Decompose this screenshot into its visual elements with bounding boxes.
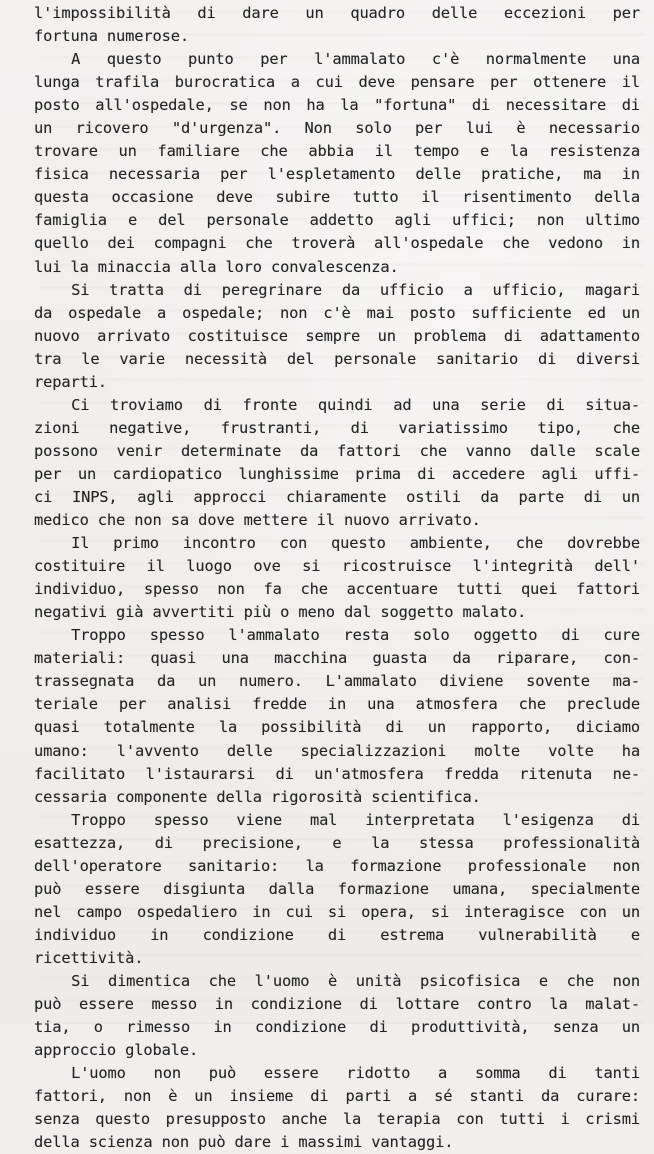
text-line: negativi già avvertiti più o meno dal soggetto malato.: [34, 603, 527, 622]
text-line: nel campo ospedaliero in cui si opera, si interagisce con un: [34, 902, 640, 921]
text-line: ricettività.: [34, 948, 144, 967]
text-line: tia, o rimesso in condizione di produttività, senza un: [34, 1018, 640, 1037]
text-line: lui la minaccia alla loro convalescenza.: [34, 257, 399, 276]
text-line: trovare un familiare che abbia il tempo e la resistenza: [34, 142, 640, 161]
text-line: fattori, non è un insieme di parti a sé stanti da curare:: [34, 1087, 640, 1106]
text-line: Si tratta di peregrinare da ufficio a ufficio, magari: [71, 280, 640, 299]
text-line: Ci troviamo di fronte quindi ad una serie di situa-: [71, 395, 640, 414]
text-line: l'impossibilità di dare un quadro delle eccezioni per: [34, 4, 640, 22]
text-line: cessaria componente della rigorosità scientifica.: [34, 787, 481, 806]
text-line: lunga trafila burocratica a cui deve pensare per ottenere il: [34, 73, 640, 92]
text-line: trassegnata da un numero. L'ammalato diviene sovente ma-: [34, 672, 640, 691]
text-line: quello dei compagni che troverà all'ospedale che vedono in: [34, 234, 640, 253]
text-line: possono venir determinate da fattori che vanno dalle scale: [34, 441, 640, 460]
text-line: un ricovero "d'urgenza". Non solo per lui è necessario: [34, 119, 640, 138]
text-line: ci INPS, agli approcci chiaramente ostili da parte di un: [34, 487, 640, 506]
text-line: L'uomo non può essere ridotto a somma di tanti: [71, 1064, 640, 1083]
text-line: famiglia e del personale addetto agli uffici; non ultimo: [34, 211, 640, 230]
text-line: costituire il luogo ove si ricostruisce l'integrità dell': [34, 557, 640, 576]
text-line: individuo, spesso non fa che accentuare tutti quei fattori: [34, 580, 640, 599]
text-line: umano: l'avvento delle specializzazioni molte volte ha: [34, 741, 640, 760]
text-line: Troppo spesso l'ammalato resta solo oggetto di cure: [71, 626, 640, 645]
text-line: della scienza non può dare i massimi vantaggi.: [34, 1133, 454, 1152]
text-line: fisica necessaria per l'espletamento delle pratiche, ma in: [34, 165, 640, 184]
text-line: tra le varie necessità del personale sanitario di diversi: [34, 349, 640, 368]
body-text: [34, 2, 640, 1154]
text-line: Troppo spesso viene mal interpretata l'esigenza di: [71, 810, 640, 829]
text-line: può essere disgiunta dalla formazione umana, specialmente: [34, 879, 640, 898]
text-line: per un cardiopatico lunghissime prima di accedere agli uffi-: [34, 464, 640, 483]
text-line: individuo in condizione di estrema vulnerabilità e: [34, 925, 640, 944]
text-line: A questo punto per l'ammalato c'è normalmente una: [71, 50, 640, 69]
text-line: reparti.: [34, 372, 107, 391]
text-line: può essere messo in condizione di lottare contro la malat-: [34, 995, 640, 1014]
text-line: Si dimentica che l'uomo è unità psicofisica e che non: [71, 971, 640, 990]
text-line: materiali: quasi una macchina guasta da riparare, con-: [34, 649, 640, 668]
text-line: quasi totalmente la possibilità di un rapporto, diciamo: [34, 718, 640, 737]
text-line: nuovo arrivato costituisce sempre un problema di adattamento: [34, 326, 640, 345]
text-line: medico che non sa dove mettere il nuovo arrivato.: [34, 511, 481, 530]
text-line: da ospedale a ospedale; non c'è mai posto sufficiente ed un: [34, 303, 640, 322]
text-line: approccio globale.: [34, 1041, 199, 1060]
text-line: dell'operatore sanitario: la formazione professionale non: [34, 856, 640, 875]
text-line: senza questo presupposto anche la terapia con tutti i crismi: [34, 1110, 640, 1129]
text-line: fortuna numerose.: [34, 27, 189, 46]
text-line: zioni negative, frustranti, di variatissimo tipo, che: [34, 418, 640, 437]
text-line: facilitato l'istaurarsi di un'atmosfera fredda ritenuta ne-: [34, 764, 640, 783]
text-line: Il primo incontro con questo ambiente, che dovrebbe: [71, 534, 640, 553]
text-line: esattezza, di precisione, e la stessa professionalità: [34, 833, 640, 852]
text-line: posto all'ospedale, se non ha la "fortuna" di necessitare di: [34, 96, 640, 115]
text-line: teriale per analisi fredde in una atmosfera che preclude: [34, 695, 640, 714]
text-line: questa occasione deve subire tutto il risentimento della: [34, 188, 640, 207]
